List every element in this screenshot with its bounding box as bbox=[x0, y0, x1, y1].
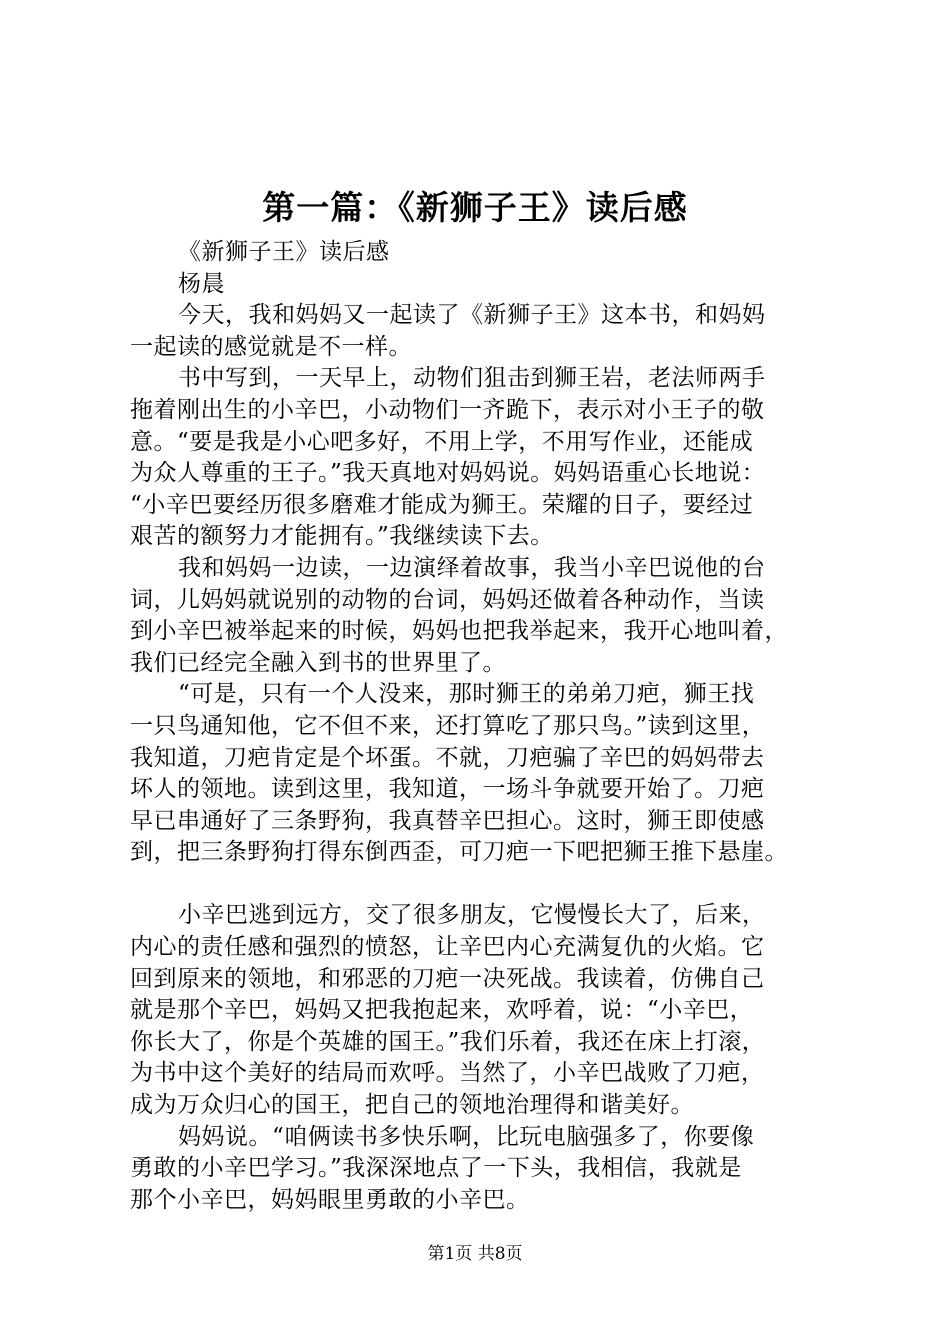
text-line: 内心的责任感和强烈的愤怒，让辛巴内心充满复仇的火焰。它 bbox=[130, 934, 765, 961]
text-line: 为书中这个美好的结局而欢呼。当然了，小辛巴战败了刀疤， bbox=[130, 1060, 765, 1087]
text-line: 拖着刚出生的小辛巴，小动物们一齐跪下，表示对小王子的敬 bbox=[130, 396, 765, 423]
text-line: 到小辛巴被举起来的时候，妈妈也把我举起来，我开心地叫着， bbox=[130, 618, 788, 645]
text-line: “小辛巴要经历很多磨难才能成为狮王。荣耀的日子，要经过 bbox=[130, 491, 754, 518]
text-line: 艰苦的额努力才能拥有。”我继续读下去。 bbox=[130, 523, 554, 550]
text-line: 坏人的领地。读到这里，我知道，一场斗争就要开始了。刀疤 bbox=[130, 776, 765, 803]
text-line: 回到原来的领地，和邪恶的刀疤一决死战。我读着，仿佛自己 bbox=[130, 965, 765, 992]
text-line: 就是那个辛巴，妈妈又把我抱起来，欢呼着，说：“小辛巴， bbox=[130, 997, 754, 1024]
text-line: 早已串通好了三条野狗，我真替辛巴担心。这时，狮王即使感 bbox=[130, 807, 765, 834]
text-line: 我们已经完全融入到书的世界里了。 bbox=[130, 649, 506, 676]
text-line: 勇敢的小辛巴学习。”我深深地点了一下头，我相信，我就是 bbox=[130, 1155, 742, 1182]
text-line: 成为万众归心的国王，把自己的领地治理得和谐美好。 bbox=[130, 1092, 694, 1119]
text-line: 你长大了，你是个英雄的国王。”我们乐着，我还在床上打滚， bbox=[130, 1028, 766, 1055]
text-line: “可是，只有一个人没来，那时狮王的弟弟刀疤，狮王找 bbox=[178, 681, 755, 708]
subtitle-line: 《新狮子王》读后感 bbox=[178, 239, 390, 265]
document-body bbox=[130, 237, 850, 1216]
text-line: 一起读的感觉就是不一样。 bbox=[130, 333, 412, 360]
text-line: 一只鸟通知他，它不但不来，还打算吃了那只鸟。”读到这里， bbox=[130, 712, 766, 739]
text-line: 那个小辛巴，妈妈眼里勇敢的小辛巴。 bbox=[130, 1186, 530, 1213]
text-line: 今天，我和妈妈又一起读了《新狮子王》这本书，和妈妈 bbox=[178, 302, 766, 329]
text-line: 小辛巴逃到远方，交了很多朋友，它慢慢长大了，后来， bbox=[178, 902, 766, 929]
page-footer: 第1页 共8页 bbox=[427, 1244, 523, 1264]
document-title: 第一篇：《新狮子王》读后感 bbox=[262, 188, 688, 227]
text-line: 为众人尊重的王子。”我天真地对妈妈说。妈妈语重心长地说： bbox=[130, 460, 766, 487]
text-line: 妈妈说。“咱俩读书多快乐啊，比玩电脑强多了，你要像 bbox=[178, 1123, 755, 1150]
text-line: 我和妈妈一边读，一边演绎着故事，我当小辛巴说他的台 bbox=[178, 554, 766, 581]
text-line: 我知道，刀疤肯定是个坏蛋。不就，刀疤骗了辛巴的妈妈带去 bbox=[130, 744, 765, 771]
text-line: 意。“要是我是小心吧多好，不用上学，不用写作业，还能成 bbox=[130, 428, 754, 455]
text-line: 到，把三条野狗打得东倒西歪，可刀疤一下吧把狮王推下悬崖。 bbox=[130, 839, 788, 866]
paragraph-gap bbox=[130, 869, 850, 901]
author-line: 杨晨 bbox=[178, 270, 225, 297]
text-line: 书中写到，一天早上，动物们狙击到狮王岩，老法师两手 bbox=[178, 365, 766, 392]
text-line: 词，儿妈妈就说别的动物的台词，妈妈还做着各种动作，当读 bbox=[130, 586, 765, 613]
